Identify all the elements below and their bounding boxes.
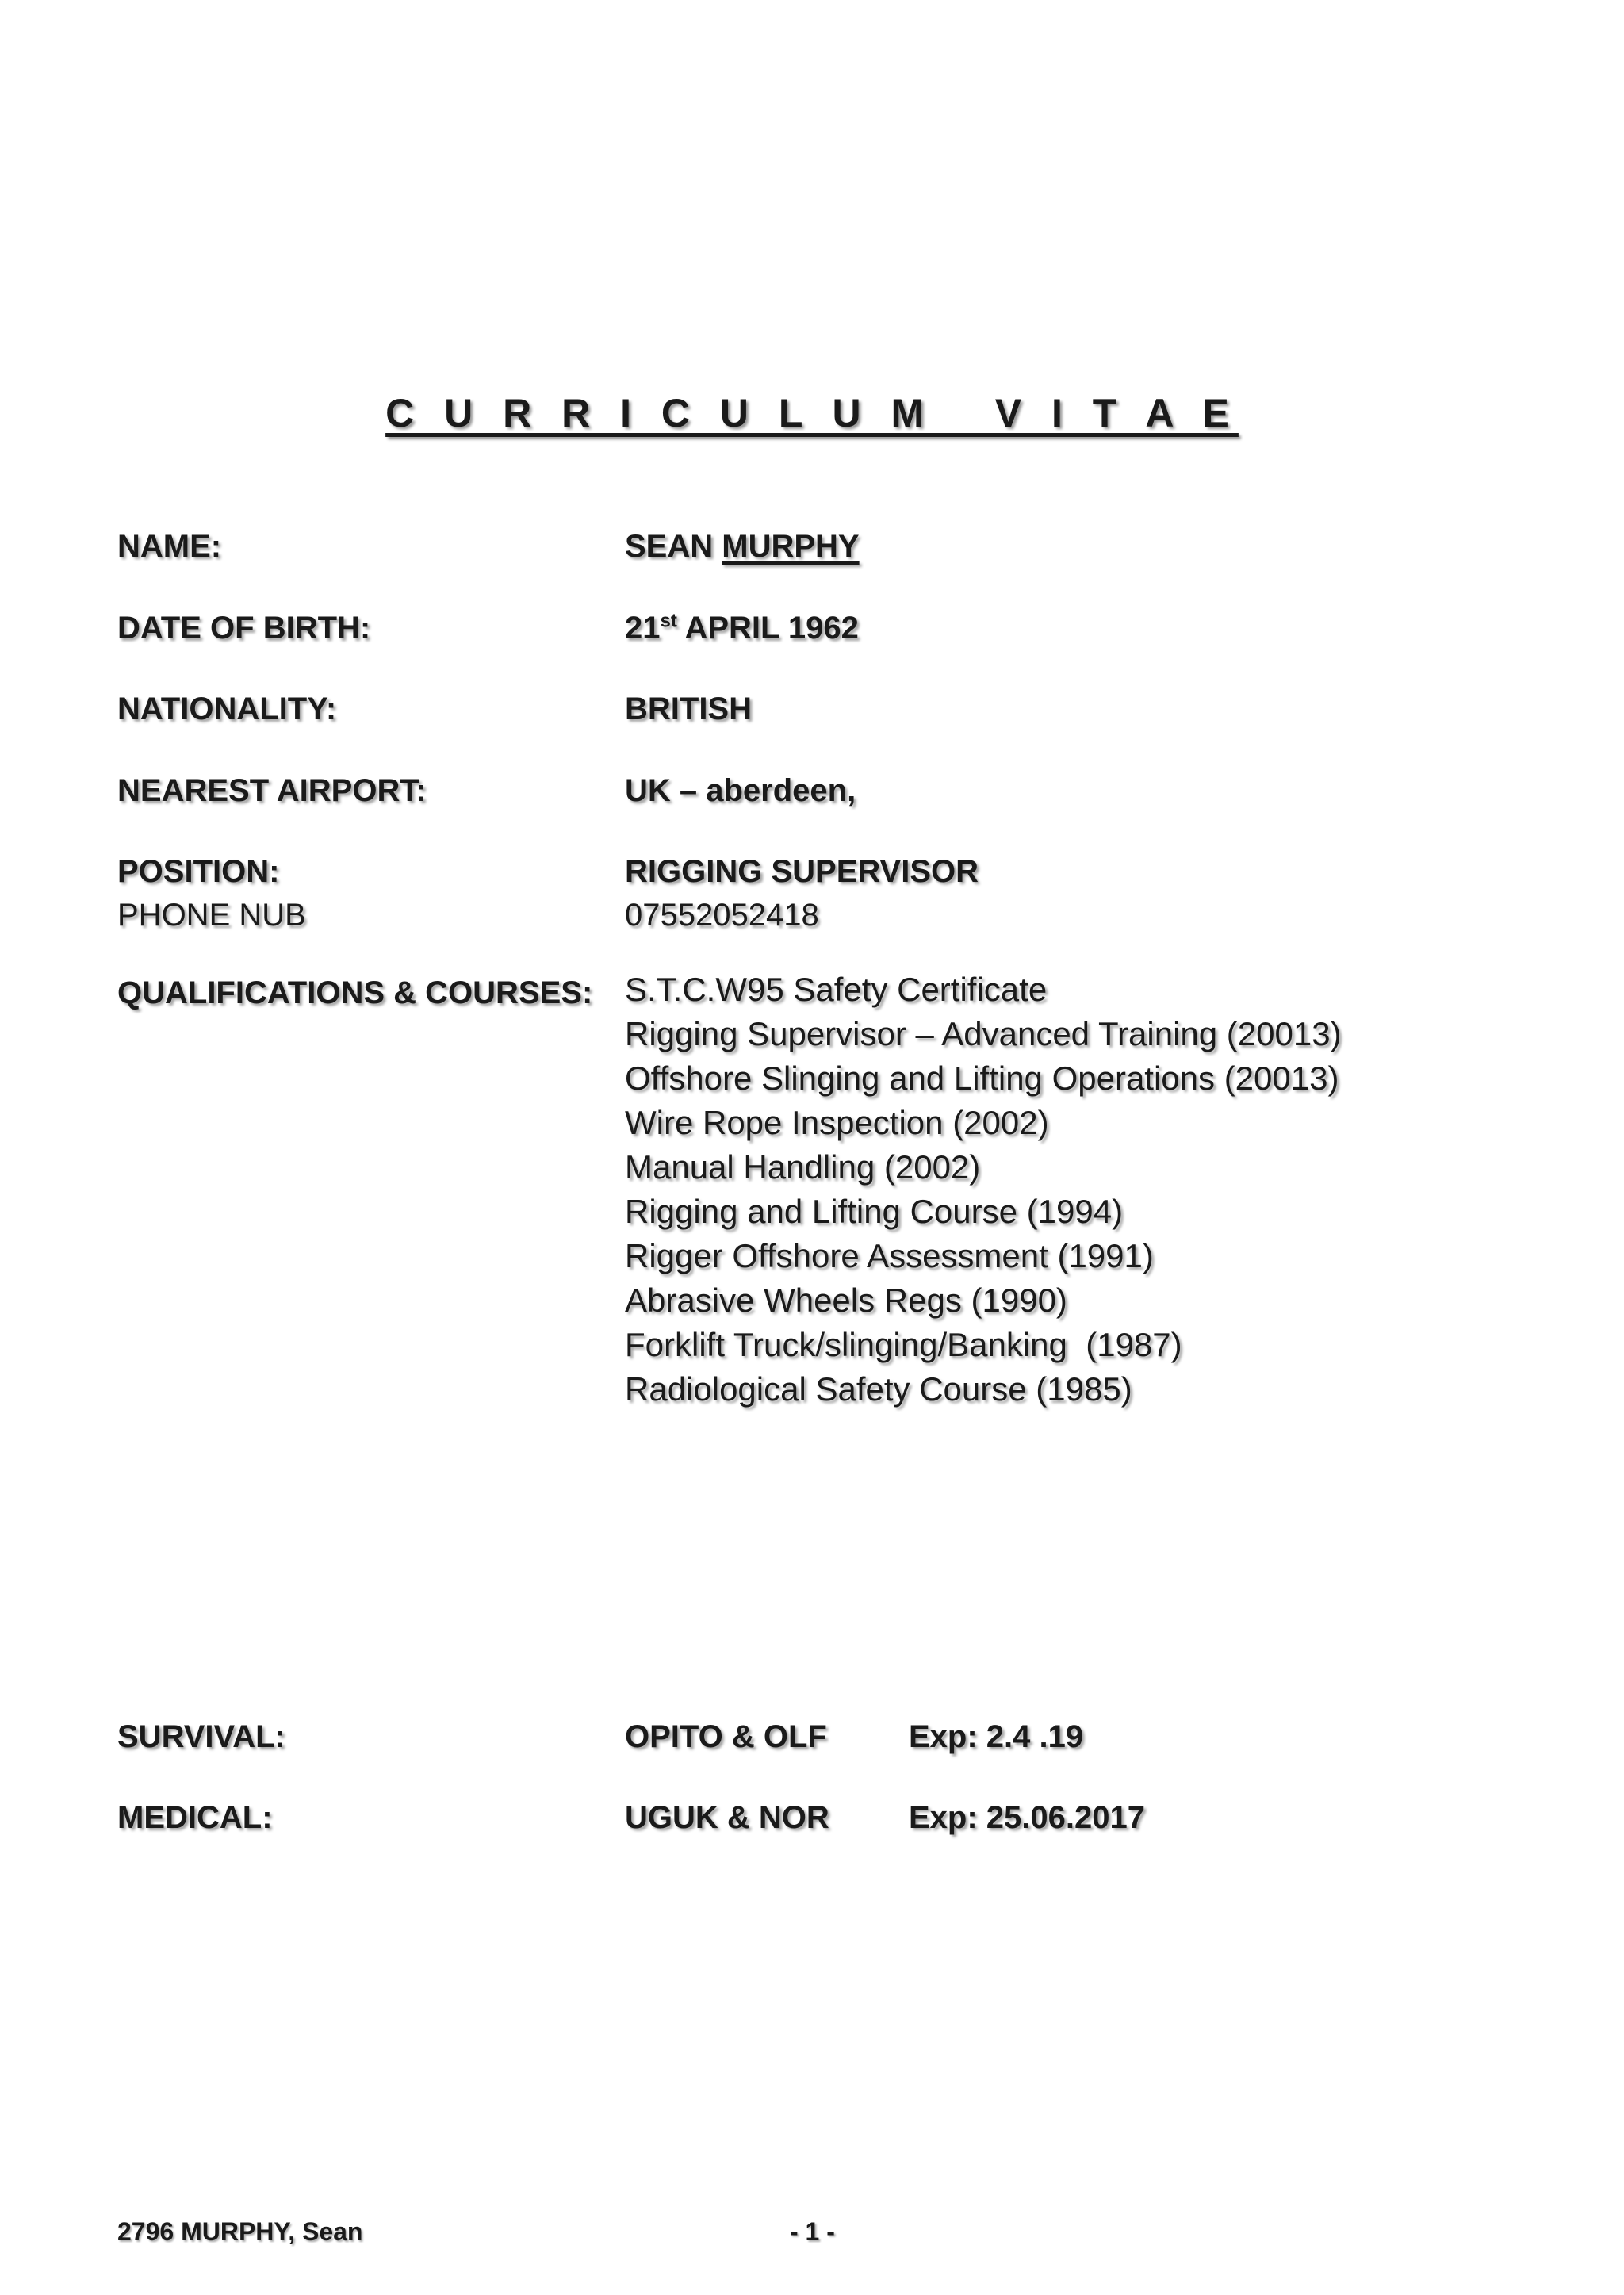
nationality-value: BRITISH [625,692,752,726]
airport-label: NEAREST AIRPORT: [117,773,427,808]
qualification-item: Forklift Truck/slinging/Banking (1987) [625,1326,1182,1363]
qualification-item: Rigger Offshore Assessment (1991) [625,1237,1154,1274]
phone-label: PHONE NUB [117,898,306,933]
airport-value: UK – aberdeen, [625,773,856,808]
survival-provider: OPITO & OLF [625,1719,827,1754]
qualification-item: S.T.C.W95 Safety Certificate [625,971,1048,1008]
qualifications-label: QUALIFICATIONS & COURSES: [117,975,593,1010]
survival-label: SURVIVAL: [117,1719,285,1754]
qualification-item: Offshore Slinging and Lifting Operations (20013) [625,1059,1339,1097]
footer-page-number: - 1 - [790,2217,835,2246]
phone-value: 07552052418 [625,898,819,933]
survival-expiry: Exp: 2.4 .19 [909,1719,1084,1754]
qualification-item: Rigging Supervisor – Advanced Training (20013) [625,1015,1342,1052]
document-title: C U R R I C U L U M V I T A E [385,391,1239,435]
nationality-row [117,685,1545,733]
qualification-item: Radiological Safety Course (1985) [625,1370,1132,1408]
medical-row [117,1794,1545,1841]
name-row [117,523,1545,570]
dob-value [625,604,859,652]
first-name: SEAN [625,529,714,564]
medical-provider: UGUK & NOR [625,1800,829,1835]
airport-row [117,767,1545,814]
position-row [117,848,1545,895]
qualification-item: Manual Handling (2002) [625,1148,981,1186]
dob-row [117,604,1545,652]
dob-rest: APRIL 1962 [676,611,859,646]
qualifications-list [625,967,1342,1412]
last-name: MURPHY [722,529,860,564]
qualification-item: Abrasive Wheels Regs (1990) [625,1282,1067,1319]
name-label: NAME: [117,529,222,564]
medical-label: MEDICAL: [117,1800,273,1835]
name-value [625,523,860,570]
medical-expiry: Exp: 25.06.2017 [909,1800,1145,1835]
footer-reference: 2796 MURPHY, Sean [117,2217,363,2246]
qualification-item: Rigging and Lifting Course (1994) [625,1193,1124,1230]
position-label: POSITION: [117,854,280,889]
survival-row [117,1713,1545,1761]
dob-day: 21 [625,611,661,646]
phone-row [117,891,1545,939]
qualification-item: Wire Rope Inspection (2002) [625,1104,1049,1141]
position-value: RIGGING SUPERVISOR [625,854,979,889]
dob-label: DATE OF BIRTH: [117,611,371,646]
nationality-label: NATIONALITY: [117,692,337,726]
dob-suffix: st [660,610,677,632]
